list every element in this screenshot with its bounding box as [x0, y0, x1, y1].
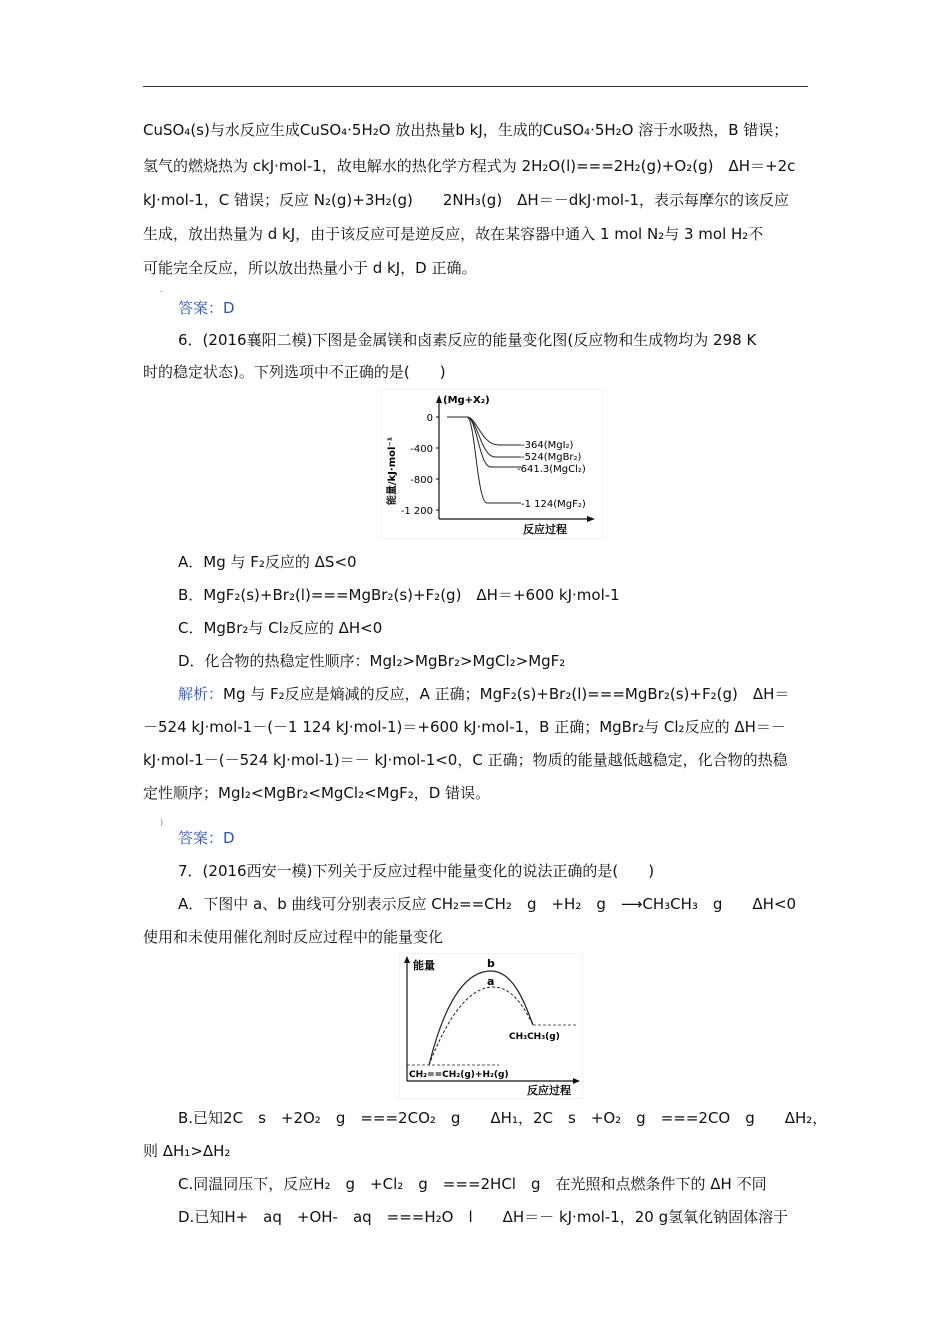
option-c: C．MgBr₂与 Cl₂反应的 ΔH<0	[178, 619, 383, 637]
y-tick-label: -800	[410, 475, 433, 486]
y-tick-label: 0	[426, 413, 433, 424]
y-axis-label: 能量/kJ·mol⁻¹	[387, 436, 398, 506]
analysis-label: 解析：	[178, 685, 224, 703]
level-label: -364(MgI₂)	[521, 440, 574, 451]
option-a: A．Mg 与 F₂反应的 ΔS<0	[178, 553, 357, 571]
text-line: 使用和未使用催化剂时反应过程中的能量变化	[143, 928, 444, 946]
energy-diagram-catalyst	[399, 953, 583, 1099]
y-axis-label: 能量	[413, 959, 435, 972]
question-7: 7．(2016西安一模)下列关于反应过程中能量变化的说法正确的是( )	[178, 862, 655, 880]
curve-a-label: a	[487, 975, 495, 988]
x-axis-label: 反应过程	[523, 523, 567, 536]
text-line: CuSO₄(s)与水反应生成CuSO₄·5H₂O 放出热量b kJ，生成的CuSO₄·5H₂O 溶于水吸热，B 错误；	[143, 121, 789, 139]
reactant-label: CH₂==CH₂(g)+H₂(g)	[409, 1070, 509, 1080]
option-b: B.已知2C s +2O₂ g ===2CO₂ g ΔH₁，2C s +O₂ g ===2CO g ΔH₂，	[178, 1109, 828, 1127]
question-6: 6．(2016襄阳二模)下图是金属镁和卤素反应的能量变化图(反应物和生成物均为 298 K	[178, 331, 757, 349]
text-line: 则 ΔH₁>ΔH₂	[143, 1142, 231, 1160]
text-line: 时的稳定状态)。下列选项中不正确的是( )	[143, 363, 446, 381]
answer-label: 答案：D	[178, 829, 235, 847]
curve-b-label: b	[487, 957, 495, 970]
option-c: C.同温同压下，反应H₂ g +Cl₂ g ===2HCl g 在光照和点燃条件下的 ΔH 不同	[178, 1175, 767, 1193]
tick-mark: )	[160, 818, 164, 827]
text-line: 可能完全反应，所以放出热量小于 d kJ，D 正确。	[143, 259, 477, 277]
text-line: kJ·mol-1，C 错误；反应 N₂(g)+3H₂(g) 2NH₃(g) ΔH＝－dkJ·mol-1，表示每摩尔的该反应	[143, 191, 790, 209]
text-line: kJ·mol-1－(－524 kJ·mol-1)＝－ kJ·mol-1<0，C 正确；物质的能量越低越稳定，化合物的热稳	[143, 751, 788, 769]
analysis-text: Mg 与 F₂反应是熵减的反应，A 正确；MgF₂(s)+Br₂(l)===MgBr₂(s)+F₂(g) ΔH＝	[223, 685, 790, 703]
y-tick-label: -400	[410, 444, 433, 455]
level-label: -641.3(MgCl₂)	[517, 464, 586, 475]
level-label: -1 124(MgF₂)	[521, 499, 586, 510]
text-line: －524 kJ·mol-1－(－1 124 kJ·mol-1)＝+600 kJ·mol-1，B 正确；MgBr₂与 Cl₂反应的 ΔH＝－	[143, 718, 786, 736]
tick-mark: -	[160, 287, 163, 296]
text-line: 氢气的燃烧热为 ckJ·mol-1，故电解水的热化学方程式为 2H₂O(l)===2H₂(g)+O₂(g) ΔH＝+2c	[143, 157, 796, 175]
y-tick-label: -1 200	[400, 506, 433, 517]
product-label: CH₃CH₃(g)	[509, 1032, 560, 1042]
option-a: A．下图中 a、b 曲线可分别表示反应 CH₂==CH₂ g +H₂ g ⟶CH₃CH₃ g ΔH<0	[178, 895, 797, 913]
header-rule	[143, 86, 808, 87]
reactant-label: (Mg+X₂)	[443, 395, 490, 406]
text-line: 生成，放出热量为 d kJ，由于该反应可是逆反应，故在某容器中通入 1 mol N₂与 3 mol H₂不	[143, 225, 764, 243]
analysis-line	[178, 684, 789, 704]
option-d: D．化合物的热稳定性顺序：MgI₂>MgBr₂>MgCl₂>MgF₂	[178, 652, 566, 670]
text-line: 定性顺序；MgI₂<MgBr₂<MgCl₂<MgF₂，D 错误。	[143, 784, 491, 802]
x-axis-label: 反应过程	[527, 1084, 571, 1097]
energy-diagram-mg-halogen	[381, 389, 603, 539]
level-label: -524(MgBr₂)	[521, 452, 582, 463]
answer-label: 答案：D	[178, 299, 235, 317]
option-b: B．MgF₂(s)+Br₂(l)===MgBr₂(s)+F₂(g) ΔH＝+600 kJ·mol-1	[178, 586, 620, 604]
option-d: D.已知H+ aq +OH- aq ===H₂O l ΔH＝－ kJ·mol-1，20 g氢氧化钠固体溶于	[178, 1208, 789, 1226]
